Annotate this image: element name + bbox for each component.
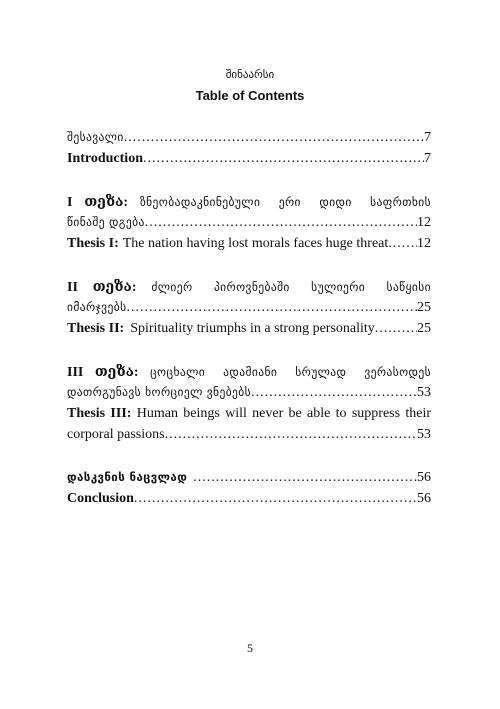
toc-entry-thesis3-ka-line1[interactable] xyxy=(67,364,431,385)
entry-label: ცოცხალი ადამიანი სრულად ვერასოდეს xyxy=(150,365,431,379)
entry-label: corporal passions xyxy=(67,427,165,442)
dot-leader xyxy=(126,300,417,316)
toc-entry-thesis2-en[interactable] xyxy=(67,321,431,342)
entry-label: The nation having lost morals faces huge threat xyxy=(122,236,389,251)
entry-prefix: Thesis I: xyxy=(67,236,119,251)
entry-prefix: Thesis II: xyxy=(67,321,125,336)
entry-label: ძლიერ პიროვნებაში სულიერი საწყისი xyxy=(151,280,431,294)
dot-leader xyxy=(193,470,417,486)
entry-prefix: Thesis III: xyxy=(67,406,132,421)
entry-page: 53 xyxy=(417,385,431,400)
dot-leader xyxy=(143,151,424,167)
toc-entry-conclusion-ka[interactable] xyxy=(67,470,431,491)
entry-prefix: I თეზა: xyxy=(67,195,129,210)
dot-leader xyxy=(124,130,424,146)
entry-label: Human beings will never be able to suppress their xyxy=(136,406,431,421)
entry-page: 7 xyxy=(424,151,431,166)
entry-label: Introduction xyxy=(67,151,143,166)
toc-entry-thesis1-ka-line1[interactable] xyxy=(67,194,431,215)
entry-label: Spirituality triumphs in a strong personality xyxy=(130,321,375,336)
entry-prefix: III თეზა: xyxy=(67,365,139,380)
dot-leader xyxy=(134,491,417,507)
entry-label: დათრგუნავს ხორციელ ვნებებს xyxy=(67,385,252,399)
entry-label: წინაშე დგება xyxy=(67,215,145,229)
toc-title-georgian: შინაარსი xyxy=(225,68,275,81)
entry-page: 12 xyxy=(417,236,431,251)
entry-label: იმარჯვებს xyxy=(67,300,127,314)
entry-page: 56 xyxy=(417,470,431,485)
entry-page: 25 xyxy=(417,321,431,336)
dot-leader xyxy=(165,427,417,443)
entry-label: ზნეობადაკნინებული ერი დიდი საფრთხის xyxy=(139,195,431,209)
entry-page: 25 xyxy=(417,300,431,315)
entry-page: 53 xyxy=(417,427,431,442)
toc-entry-thesis2-ka-line2[interactable] xyxy=(67,300,431,321)
entry-prefix: II თეზა: xyxy=(67,280,137,295)
toc-title-english: Table of Contents xyxy=(195,88,305,103)
toc-entry-thesis2-ka-line1[interactable] xyxy=(67,279,431,300)
toc-entry-thesis3-en-line2[interactable] xyxy=(67,427,431,448)
entry-label: დასკვნის ნაცვლად xyxy=(67,470,188,484)
toc-entry-thesis3-ka-line2[interactable] xyxy=(67,385,431,406)
entry-page: 56 xyxy=(417,491,431,506)
dot-leader xyxy=(388,236,417,252)
toc-entry-thesis1-ka-line2[interactable] xyxy=(67,215,431,236)
entry-label: Conclusion xyxy=(67,491,134,506)
entry-label: შესავალი xyxy=(67,130,124,144)
page-number: 5 xyxy=(247,641,253,655)
toc-entry-intro-ka[interactable] xyxy=(67,130,431,151)
entry-page: 12 xyxy=(417,215,431,230)
toc-entry-intro-en[interactable] xyxy=(67,151,431,172)
dot-leader xyxy=(251,385,417,401)
toc-entries xyxy=(67,130,431,512)
toc-entry-thesis3-en-line1[interactable] xyxy=(67,406,431,427)
toc-entry-conclusion-en[interactable] xyxy=(67,491,431,512)
dot-leader xyxy=(375,321,417,337)
entry-page: 7 xyxy=(424,130,431,145)
dot-leader xyxy=(145,215,417,231)
toc-entry-thesis1-en[interactable] xyxy=(67,236,431,257)
